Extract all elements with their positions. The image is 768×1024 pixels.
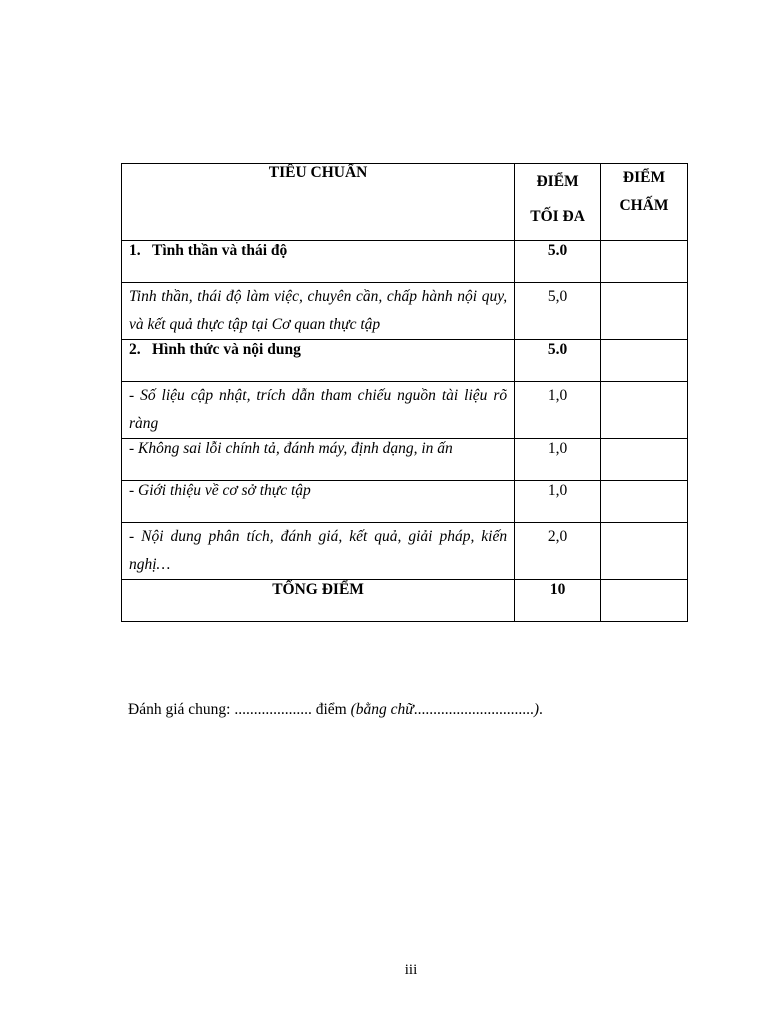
section-heading — [122, 241, 515, 283]
awarded-score-cell[interactable] — [601, 241, 688, 283]
total-row — [122, 580, 688, 622]
header-awarded-score — [601, 164, 688, 241]
evaluation-in-words-blank: ............................... — [413, 701, 534, 718]
max-score-cell: 5,0 — [515, 283, 601, 340]
awarded-score-cell[interactable] — [601, 439, 688, 481]
evaluation-period: . — [539, 701, 543, 718]
criterion-label: - Không sai lỗi chính tả, đánh máy, định dạng, in ấn — [122, 439, 515, 481]
overall-evaluation — [128, 701, 543, 719]
section-label: Hình thức và nội dung — [152, 341, 301, 358]
section-number: 1. — [129, 242, 141, 259]
awarded-score-cell[interactable] — [601, 283, 688, 340]
max-score-cell: 5.0 — [515, 241, 601, 283]
criterion-label: - Nội dung phân tích, đánh giá, kết quả, giải pháp, kiến nghị… — [122, 523, 515, 580]
criterion-label: - Số liệu cập nhật, trích dẫn tham chiếu nguồn tài liệu rõ ràng — [122, 382, 515, 439]
section-heading — [122, 340, 515, 382]
table-header-row — [122, 164, 688, 241]
table-row — [122, 439, 688, 481]
table-row — [122, 382, 688, 439]
evaluation-in-words-label: (bằng chữ — [350, 701, 414, 718]
header-max-line2: TỐI ĐA — [530, 208, 585, 225]
section-number: 2. — [129, 341, 141, 358]
header-criteria: TIÊU CHUẨN — [122, 164, 515, 241]
header-max-score — [515, 164, 601, 241]
evaluation-prefix: Đánh giá chung: .................... điểm — [128, 701, 351, 718]
table-row — [122, 481, 688, 523]
page-number: iii — [404, 962, 418, 978]
total-label: TỔNG ĐIỂM — [122, 580, 515, 622]
max-score-cell: 1,0 — [515, 481, 601, 523]
awarded-score-cell[interactable] — [601, 481, 688, 523]
table-row — [122, 340, 688, 382]
header-max-line1: ĐIỂM — [536, 173, 579, 190]
header-score-line1: ĐIỂM — [622, 169, 666, 186]
awarded-score-cell[interactable] — [601, 523, 688, 580]
table-row — [122, 523, 688, 580]
max-score-cell: 1,0 — [515, 382, 601, 439]
criterion-label: - Giới thiệu về cơ sở thực tập — [122, 481, 515, 523]
table-row — [122, 283, 688, 340]
section-label: Tình thần và thái độ — [152, 242, 288, 259]
evaluation-close-paren: ) — [533, 701, 539, 718]
table-row — [122, 241, 688, 283]
total-awarded-score[interactable] — [601, 580, 688, 622]
awarded-score-cell[interactable] — [601, 382, 688, 439]
header-score-line2: CHẤM — [619, 197, 669, 214]
total-max-score: 10 — [515, 580, 601, 622]
max-score-cell: 2,0 — [515, 523, 601, 580]
grading-table — [121, 163, 688, 622]
criterion-label: Tinh thần, thái độ làm việc, chuyên cần, chấp hành nội quy, và kết quả thực tập tại Cơ quan thực tập — [122, 283, 515, 340]
max-score-cell: 1,0 — [515, 439, 601, 481]
max-score-cell: 5.0 — [515, 340, 601, 382]
awarded-score-cell[interactable] — [601, 340, 688, 382]
